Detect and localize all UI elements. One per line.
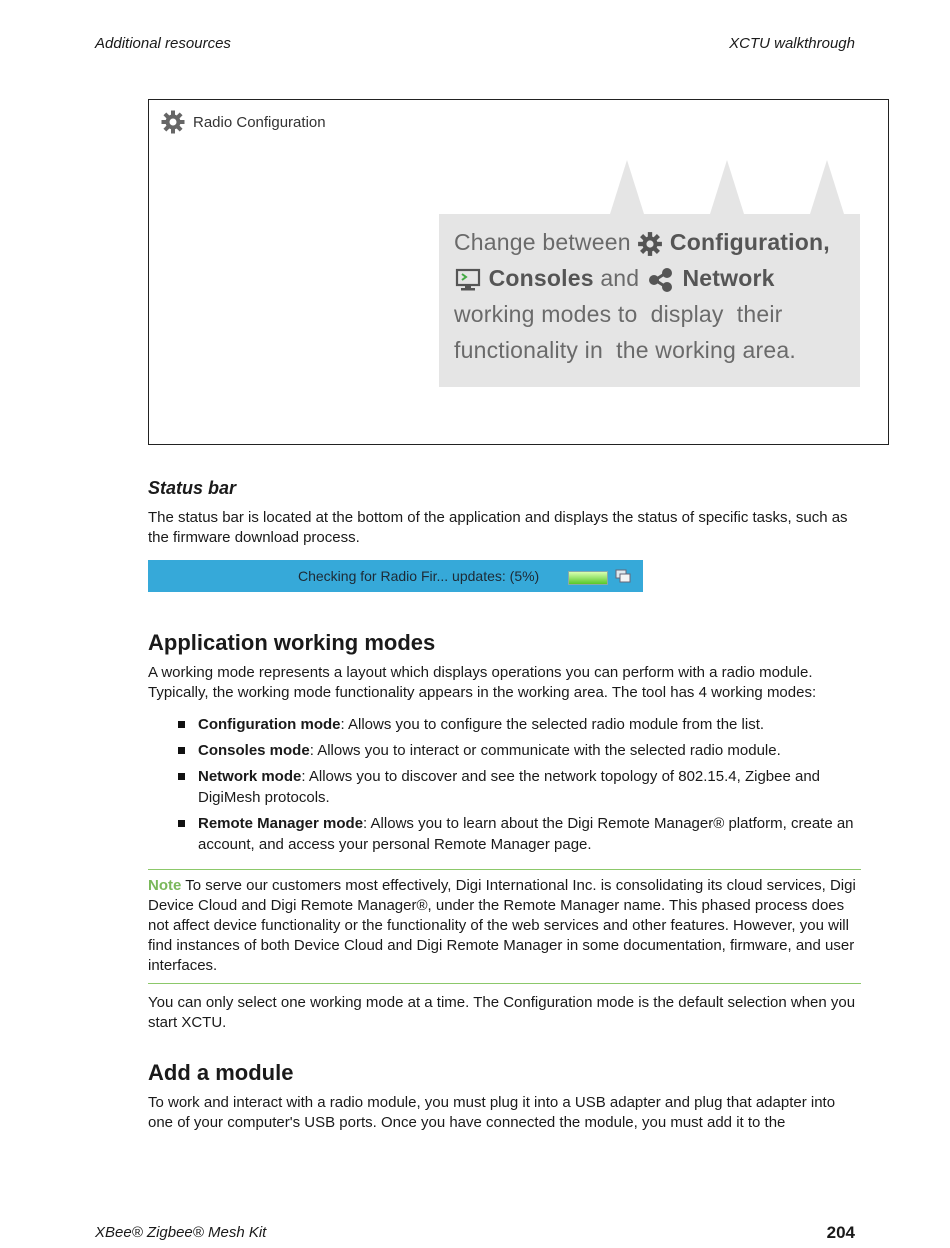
callout-spike: [810, 160, 844, 214]
note-label: Note: [148, 877, 182, 894]
mode-description: : Allows you to configure the selected radio module from the list.: [340, 716, 765, 733]
working-modes-callout: [439, 214, 860, 387]
running-header-right: XCTU walkthrough: [729, 35, 855, 52]
callout-text: [454, 224, 850, 368]
list-item: [148, 740, 861, 761]
console-icon: [454, 267, 482, 293]
working-modes-list: [148, 714, 861, 860]
list-item: [148, 813, 861, 855]
callout-network: Network: [682, 265, 775, 291]
callout-spike: [710, 160, 744, 214]
callout-prefix: Change between: [454, 229, 631, 255]
radio-configuration-figure: [148, 99, 889, 445]
add-module-paragraph: To work and interact with a radio module, you must plug it into a USB adapter and plug that adapter into one of your computer's USB ports. Once you have connected the module, you must add it to the: [148, 1094, 836, 1131]
callout-spike: [610, 160, 644, 214]
add-module-heading: Add a module: [148, 1060, 294, 1085]
mode-term: Network mode: [198, 768, 302, 785]
callout-line4: functionality in the working area.: [454, 337, 796, 363]
mode-term: Consoles mode: [198, 742, 310, 759]
single-mode-paragraph: You can only select one working mode at a time. The Configuration mode is the default selection when you start XCTU.: [148, 994, 856, 1031]
windows-icon: [615, 569, 631, 583]
note-text: To serve our customers most effectively, Digi International Inc. is consolidating its cloud services, Digi Device Cloud and Digi Remote Manager®, under the Remote Manager name. This phased process does not affect device functionality or the functionality of the web services and other features. However, you will find instances of both Device Cloud and Digi Remote Manager in some documentation, firmware, and user interfaces.: [148, 877, 856, 974]
network-icon: [646, 267, 676, 293]
working-modes-heading: Application working modes: [148, 630, 436, 655]
status-bar-paragraph: The status bar is located at the bottom of the application and displays the status of specific tasks, such as the firmware download process.: [148, 509, 848, 546]
mode-description: : Allows you to learn about the Digi Remote Manager® platform, create an account, and access your personal Remote Manager page.: [198, 815, 854, 853]
mode-term: Remote Manager mode: [198, 815, 364, 832]
mode-description: : Allows you to discover and see the network topology of 802.15.4, Zigbee and DigiMesh protocols.: [198, 768, 821, 806]
gear-icon: [161, 110, 185, 134]
figure-title: Radio Configuration: [193, 113, 326, 131]
callout-and: and: [600, 265, 640, 291]
page-number: 204: [826, 1223, 855, 1242]
figure-title-bar: [161, 110, 326, 134]
running-header-left: Additional resources: [95, 35, 231, 52]
gear-icon: [637, 231, 663, 257]
running-footer: XBee® Zigbee® Mesh Kit: [95, 1224, 267, 1241]
list-item: [148, 766, 861, 808]
callout-configuration: Configuration,: [669, 229, 830, 255]
callout-line3: working modes to display their: [454, 301, 783, 327]
status-bar-image: [148, 560, 643, 592]
status-bar-heading: Status bar: [148, 478, 237, 498]
note-box: [148, 869, 861, 984]
working-modes-intro: A working mode represents a layout which displays operations you can perform with a radio module. Typically, the working mode functionality appears in the working area. The tool has 4 working modes:: [148, 664, 817, 701]
progress-bar: [568, 571, 608, 585]
list-item: [148, 714, 861, 735]
mode-description: : Allows you to interact or communicate with the selected radio module.: [309, 742, 781, 759]
status-bar-text: Checking for Radio Fir... updates: (5%): [298, 568, 540, 584]
mode-term: Configuration mode: [198, 716, 341, 733]
callout-consoles: Consoles: [488, 265, 594, 291]
